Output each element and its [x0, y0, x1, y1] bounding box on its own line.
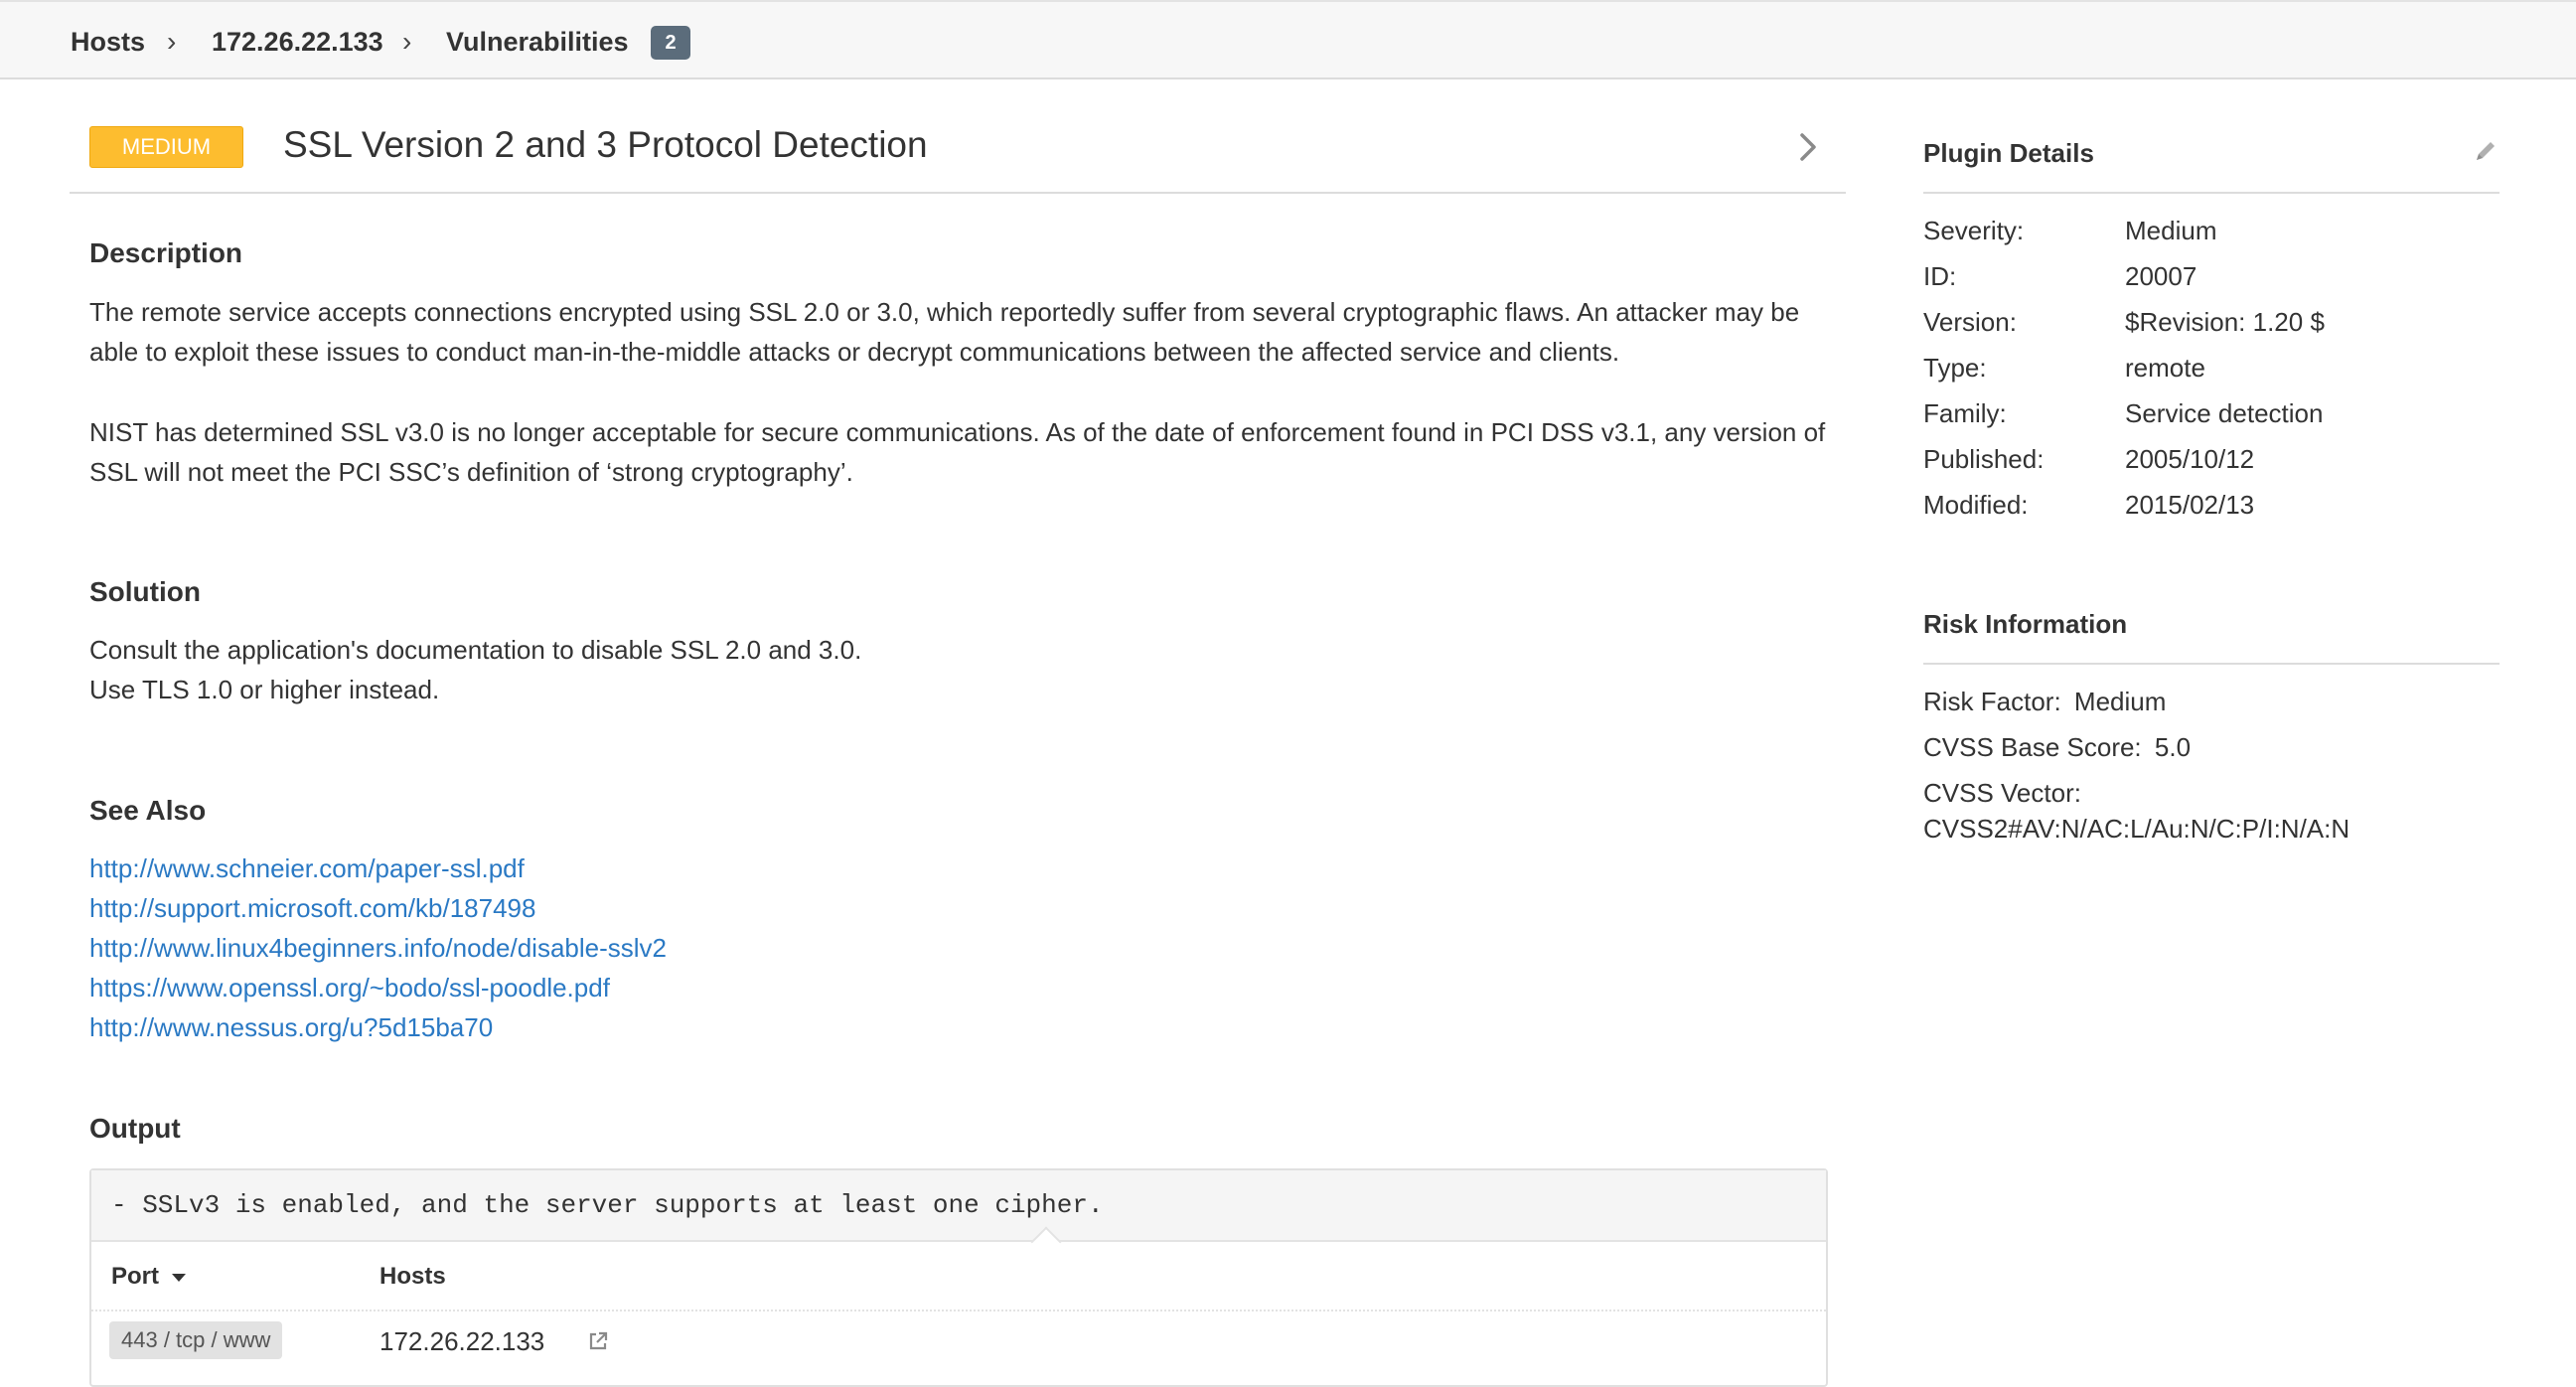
description-paragraph-1: The remote service accepts connections encrypted using SSL 2.0 or 3.0, which reportedly suffer from several cryptographic flaws. An attacker may be able to exploit these issues to conduct man-in-the-middle attacks or decrypt communications between the affected service and clients. [89, 297, 1800, 367]
plugin-detail-value: 20007 [2125, 261, 2197, 291]
external-link-icon[interactable] [586, 1329, 610, 1353]
page-title: SSL Version 2 and 3 Protocol Detection [283, 124, 928, 165]
plugin-detail-value: Medium [2125, 216, 2217, 245]
solution-line-2: Use TLS 1.0 or higher instead. [89, 675, 440, 704]
risk-information-heading: Risk Information [1923, 609, 2128, 639]
plugin-output-text: - SSLv3 is enabled, and the server supports at least one cipher. [111, 1190, 1104, 1220]
cvss-base-score-label: CVSS Base Score: [1923, 732, 2142, 762]
divider [1923, 192, 2500, 194]
breadcrumb-separator: › [402, 26, 412, 57]
plugin-detail-label: Modified: [1923, 490, 2029, 520]
severity-badge: MEDIUM [89, 126, 243, 168]
pencil-icon[interactable] [2472, 137, 2500, 165]
plugin-detail-value: $Revision: 1.20 $ [2125, 307, 2325, 337]
see-also-link[interactable]: http://support.microsoft.com/kb/187498 [89, 893, 536, 923]
plugin-detail-label: Severity: [1923, 216, 2025, 245]
breadcrumb-separator: › [167, 26, 177, 57]
divider [91, 1310, 1826, 1311]
vulnerability-count-badge: 2 [651, 26, 690, 60]
see-also-link[interactable]: http://www.schneier.com/paper-ssl.pdf [89, 853, 525, 883]
output-heading: Output [89, 1113, 181, 1144]
host-cell[interactable]: 172.26.22.133 [379, 1326, 545, 1356]
caret-down-icon [170, 1271, 188, 1285]
plugin-detail-value: Service detection [2125, 398, 2324, 428]
risk-factor [1923, 684, 2166, 719]
output-panel [89, 1168, 1828, 1387]
solution-line-1: Consult the application's documentation to disable SSL 2.0 and 3.0. [89, 635, 862, 665]
breadcrumb-vulnerabilities[interactable]: Vulnerabilities [446, 27, 629, 57]
plugin-detail-value: remote [2125, 353, 2205, 383]
plugin-detail-label: ID: [1923, 261, 1957, 291]
chevron-right-icon[interactable] [1793, 129, 1823, 165]
description-paragraph-2: NIST has determined SSL v3.0 is no longer acceptable for secure communications. As of the date of enforcement found in PCI DSS v3.1, any version of SSL will not meet the PCI SSC’s definition of ‘strong cryptography’. [89, 417, 1826, 487]
cvss-vector-label: CVSS Vector: [1923, 778, 2081, 808]
description-heading: Description [89, 237, 243, 268]
cvss-base-score-value: 5.0 [2154, 732, 2192, 762]
plugin-details-heading: Plugin Details [1923, 138, 2094, 168]
column-header-port-label: Port [111, 1263, 159, 1290]
see-also-heading: See Also [89, 795, 207, 826]
cvss-vector-value: CVSS2#AV:N/AC:L/Au:N/C:P/I:N/A:N [1923, 814, 2350, 844]
plugin-detail-label: Version: [1923, 307, 2017, 337]
see-also-link[interactable]: http://www.nessus.org/u?5d15ba70 [89, 1012, 494, 1042]
risk-factor-label: Risk Factor: [1923, 687, 2061, 716]
plugin-detail-value: 2015/02/13 [2125, 490, 2255, 520]
solution-heading: Solution [89, 576, 201, 607]
divider [1923, 663, 2500, 665]
see-also-link[interactable]: https://www.openssl.org/~bodo/ssl-poodle.pdf [89, 973, 610, 1002]
column-header-hosts[interactable]: Hosts [379, 1263, 446, 1290]
breadcrumb [0, 0, 2576, 79]
risk-factor-value: Medium [2073, 687, 2167, 716]
column-header-port[interactable] [111, 1262, 188, 1292]
breadcrumb-host-ip[interactable]: 172.26.22.133 [212, 27, 383, 57]
divider [70, 192, 1846, 194]
breadcrumb-hosts[interactable]: Hosts [71, 27, 146, 57]
plugin-detail-label: Family: [1923, 398, 2007, 428]
plugin-detail-value: 2005/10/12 [2125, 444, 2255, 474]
port-badge: 443 / tcp / www [109, 1321, 282, 1359]
plugin-detail-label: Published: [1923, 444, 2045, 474]
see-also-link[interactable]: http://www.linux4beginners.info/node/disable-sslv2 [89, 933, 668, 963]
plugin-output [91, 1170, 1826, 1242]
plugin-detail-label: Type: [1923, 353, 1987, 383]
cvss-base-score [1923, 729, 2191, 765]
